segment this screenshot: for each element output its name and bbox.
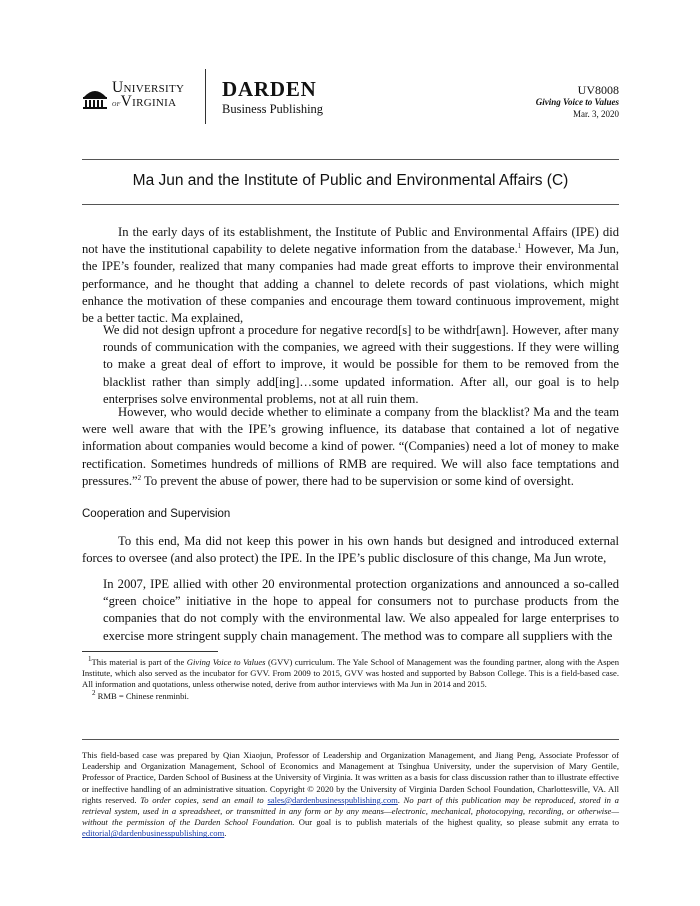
case-info	[536, 84, 619, 120]
copyright-notice: This field-based case was prepared by Qian Xiaojun, Professor of Leadership and Organization Management, and Jiang Peng, Associate Professor of Leadership and Organization Management, School of Economics and Management at Tsinghua University, under the supervision of Mary Gentile, Professor of Practice, Darden School of Business at the University of Virginia. It was written as a basis for class discussion rather than to illustrate effective or ineffective handling of an administrative situation. Copyright © 2020 by the University of Virginia Darden School Foundation, Charlottesville, VA. All rights reserved. To order copies, send an email to sales@dardenbusinesspublishing.com. No part of this publication may be reproduced, stored in a retrieval system, used in a spreadsheet, or transmitted in any form or by any means—electronic, mechanical, photocopying, recording, or otherwise—without the permission of the Darden School Foundation. Our goal is to publish materials of the highest quality, so please submit any errata to editorial@dardenbusinesspublishing.com.	[82, 750, 619, 839]
footnotes	[82, 657, 619, 702]
section-heading: Cooperation and Supervision	[82, 508, 231, 520]
quote-2: In 2007, IPE allied with other 20 environmental protection organizations and announced a so-called “green choice” initiative in the hope to appeal for consumers not to purchase products from the companies that do not comply with the environmental law. We also appealed for large enterprises to exercise more stringent supply chain management. The method was to compare all suppliers with the	[103, 577, 619, 643]
case-number: UV8008	[577, 83, 619, 97]
top-rule	[82, 159, 619, 160]
uva-of: of	[112, 98, 121, 108]
uva-line2	[112, 95, 184, 110]
footnote-rule	[82, 651, 218, 652]
uva-logo	[82, 80, 202, 120]
document-title: Ma Jun and the Institute of Public and Environmental Affairs (C)	[132, 172, 569, 189]
darden-logo	[222, 78, 323, 117]
case-date: Mar. 3, 2020	[573, 109, 619, 119]
uva-line1: University	[112, 79, 185, 96]
footnote-ref-1: 1	[517, 242, 522, 251]
sales-email-link[interactable]: sales@dardenbusinesspublishing.com	[267, 794, 398, 805]
logo-divider	[205, 69, 206, 124]
paragraph-2: However, who would decide whether to eliminate a company from the blacklist? Ma and the team were well aware that with the IPE’s growing influence, its database that contained a lot of negative information about companies would become a kind of power. “(Companies) need a lot of money to make rectification. Sometimes hundreds of millions of RMB are required. We will also face temptations and pressures.”$^2$ To prevent the abuse of power, there had to be supervision or some kind of oversight.	[82, 405, 619, 488]
title-rule	[82, 204, 619, 205]
darden-name: DARDEN	[222, 77, 317, 101]
footnote-ref-2: 2	[137, 473, 142, 482]
case-series: Giving Voice to Values	[535, 97, 619, 107]
copyright-rule	[82, 739, 619, 740]
paragraph-3: To this end, Ma did not keep this power in his own hands but designed and introduced external forces to oversee (and also protect) the IPE. In the IPE’s public disclosure of this change, Ma Jun wrote,	[82, 534, 619, 566]
editorial-email-link[interactable]: editorial@dardenbusinesspublishing.com	[82, 828, 225, 839]
rotunda-icon	[82, 84, 108, 110]
paragraph-1: In the early days of its establishment, the Institute of Public and Environmental Affairs (IPE) did not have the institutional capability to delete negative information from the database.$^1$ However, Ma Jun, the IPE’s founder, realized that many companies had made great efforts to improve their environmental performance, and he thought that adding a channel to delete records of past violations, which might enhance the motivation of these companies and encourage them toward continuous improvement, might be a better tactic. Ma explained,	[82, 225, 619, 326]
darden-subtitle: Business Publishing	[222, 102, 324, 116]
footnote-2: $^2$ RMB = Chinese renminbi.	[92, 688, 189, 701]
footnote-1: $^1$This material is part of the Giving Voice to Values (GVV) curriculum. The Yale School of Management was the founding partner, along with the Aspen Institute, which also served as the incubator for GVV. From 2009 to 2015, GVV was hosted and supported by Babson College. This is a field-based case. All information and quotations, unless otherwise noted, derive from author interviews with Ma Jun in 2014 and 2015.	[82, 655, 619, 690]
quote-1: We did not design upfront a procedure for negative record[s] to be withdr[awn]. However, after many rounds of communication with the companies, we agreed with their suggestions. If they were willing to make a great deal of effort to improve, it would be possible for them to be removed from the blacklist rather than simply add[ing]…some updated information. After all, our goal is to help enterprises solve environmental problems, not at all ruin them.	[103, 323, 619, 406]
uva-virginia: Virginia	[120, 93, 177, 110]
